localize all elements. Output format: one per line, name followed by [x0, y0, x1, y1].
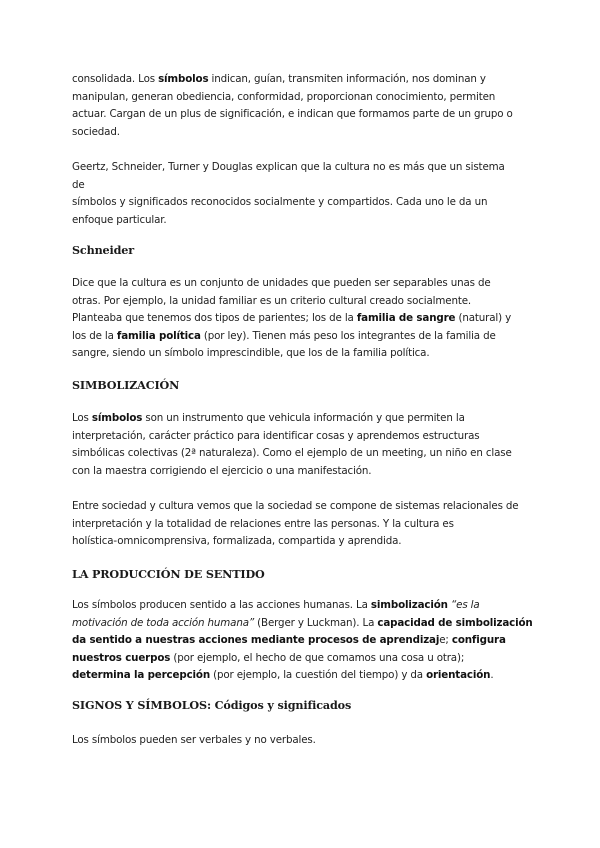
text-line: otras. Por ejemplo, la unidad familiar es un criterio cultural creado socialmente.	[72, 294, 472, 307]
paragraph-schneider	[72, 275, 532, 363]
paragraph-sociedad-cultura	[72, 498, 532, 551]
heading-produccion-sentido: LA PRODUCCIÓN DE SENTIDO	[72, 567, 265, 581]
text: Planteaba que tenemos dos tipos de parientes; los de la	[72, 312, 357, 325]
bold-term: familia política	[116, 329, 201, 342]
text-line: Los símbolos pueden ser verbales y no verbales.	[72, 734, 316, 746]
text-line: Dice que la cultura es un conjunto de unidades que pueden ser separables unas de	[72, 277, 491, 289]
text-line	[72, 632, 532, 650]
text-line	[72, 667, 532, 685]
text-line	[72, 650, 532, 668]
text-line: de	[72, 178, 85, 191]
text-line	[72, 410, 532, 428]
text-line: sociedad.	[72, 125, 120, 138]
text: son un instrumento que vehicula información y que permiten la	[142, 412, 465, 424]
paragraph-simbolos-instrumento	[72, 410, 532, 480]
bold-term: orientación	[426, 669, 491, 682]
text-line: interpretación, carácter práctico para identificar cosas y aprendemos estructuras	[72, 429, 480, 442]
heading-signos-simbolos: SIGNOS Y SÍMBOLOS: Códigos y significados	[72, 698, 352, 712]
text: (Berger y Luckman). La	[254, 616, 378, 629]
text: (por ejemplo, la cuestión del tiempo) y da	[210, 669, 427, 682]
text-line: manipulan, generan obediencia, conformidad, proporcionan conocimiento, permiten	[72, 90, 496, 103]
paragraph-verbales	[72, 732, 532, 750]
paragraph-geertz	[72, 159, 532, 229]
paragraph-produccion-sentido	[72, 597, 532, 685]
bold-term: símbolos	[158, 73, 209, 85]
text: indican, guían, transmiten información, nos dominan y	[208, 73, 486, 85]
italic-quote: “es la	[447, 599, 480, 611]
text-line	[72, 310, 532, 328]
text: Los símbolos producen sentido a las acciones humanas. La	[72, 599, 371, 611]
text: Los	[72, 412, 92, 424]
text-line: Geertz, Schneider, Turner y Douglas explican que la cultura no es más que un sistema	[72, 161, 505, 173]
text: (por ejemplo, el hecho de que comamos una cosa u otra);	[170, 651, 465, 664]
text-line	[72, 615, 532, 633]
bold-term: símbolos	[91, 412, 143, 424]
text-line	[72, 328, 532, 346]
text: los de la	[72, 329, 117, 342]
heading-simbolizacion: SIMBOLIZACIÓN	[72, 378, 180, 392]
text-line	[72, 71, 532, 89]
bold-term: familia de sangre	[356, 312, 456, 325]
text: e;	[439, 634, 452, 647]
italic-quote: motivación de toda acción humana”	[72, 616, 255, 629]
text-line: holística-omnicomprensiva, formalizada, compartida y aprendida.	[72, 535, 402, 548]
bold-term: configura	[451, 634, 506, 647]
text: .	[490, 669, 494, 682]
text-line: enfoque particular.	[72, 213, 167, 226]
text-line: con la maestra corrigiendo el ejercicio o una manifestación.	[72, 464, 372, 477]
text: (por ley). Tienen más peso los integrantes de la familia de	[200, 329, 496, 342]
text-line: símbolos y significados reconocidos socialmente y compartidos. Cada uno le da un	[72, 196, 488, 209]
text-line: sangre, siendo un símbolo imprescindible, que los de la familia política.	[72, 347, 430, 360]
bold-term: simbolización	[370, 599, 448, 611]
text-line: simbólicas colectivas (2ª naturaleza). Como el ejemplo de un meeting, un niño en clase	[72, 447, 512, 460]
text-line	[72, 597, 532, 615]
paragraph-simbolos-funciones	[72, 71, 532, 141]
text: consolidada. Los	[72, 73, 159, 85]
text-line: actuar. Cargan de un plus de significación, e indican que formamos parte de un grupo o	[72, 108, 513, 121]
bold-term: determina la percepción	[72, 669, 211, 682]
heading-schneider: Schneider	[72, 243, 135, 257]
bold-term: nuestros cuerpos	[72, 651, 171, 664]
text-line: Entre sociedad y cultura vemos que la sociedad se compone de sistemas relacionales de	[72, 500, 519, 512]
text: (natural) y	[455, 312, 512, 325]
bold-term: da sentido a nuestras acciones mediante procesos de aprendizaj	[72, 634, 440, 647]
text-line: interpretación y la totalidad de relaciones entre las personas. Y la cultura es	[72, 517, 454, 530]
bold-term: capacidad de simbolización	[377, 616, 533, 629]
